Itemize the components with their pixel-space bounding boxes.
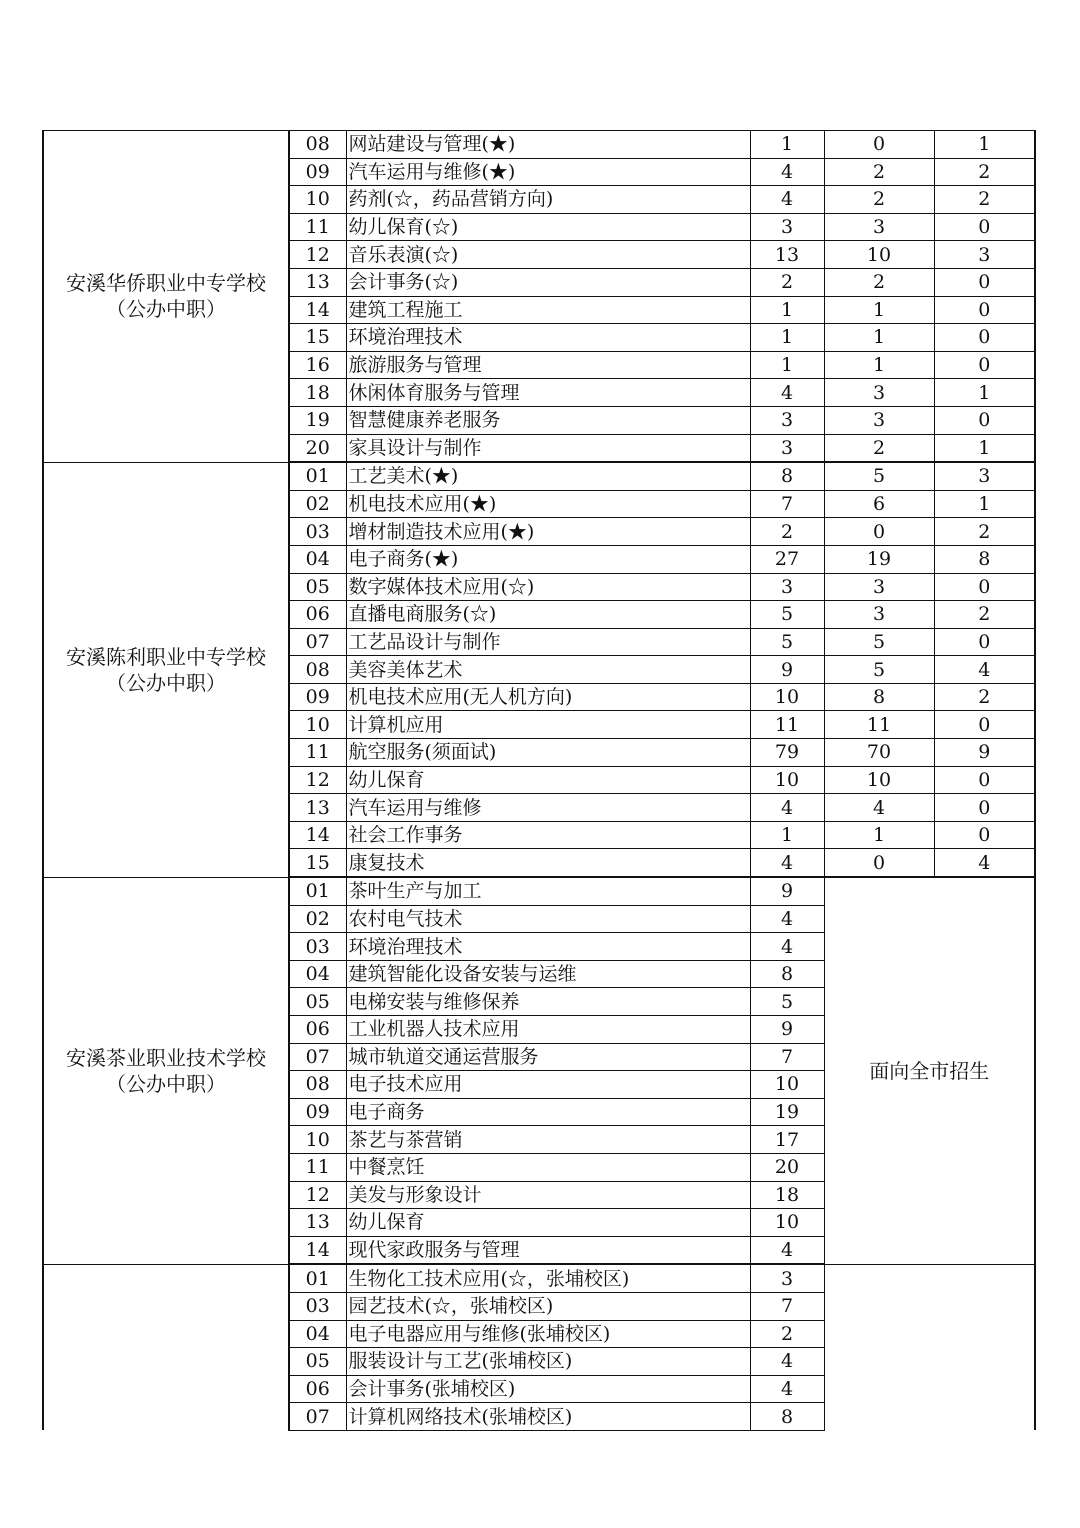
plan-total: 1 [750,131,824,159]
major-code: 01 [289,877,346,905]
plan-total: 3 [750,406,824,434]
plan-count-b: 5 [824,656,934,684]
major-name: 中餐烹饪 [346,1153,750,1181]
major-code: 15 [289,324,346,352]
major-code: 16 [289,351,346,379]
plan-count-c: 8 [934,545,1035,573]
plan-count-c: 0 [934,573,1035,601]
plan-total: 4 [750,933,824,961]
major-name: 美发与形象设计 [346,1181,750,1209]
plan-count-c: 1 [934,434,1035,462]
plan-count-b: 70 [824,739,934,767]
major-code: 11 [289,1153,346,1181]
school-cell [43,131,289,463]
plan-count-b: 4 [824,794,934,822]
major-name: 药剂(☆，药品营销方向) [346,186,750,214]
major-code: 13 [289,268,346,296]
table-row [43,131,1035,159]
plan-count-c: 0 [934,296,1035,324]
major-name: 增材制造技术应用(★) [346,518,750,546]
major-name: 休闲体育服务与管理 [346,379,750,407]
plan-total: 4 [750,186,824,214]
major-name: 农村电气技术 [346,905,750,933]
plan-total: 2 [750,518,824,546]
major-code: 20 [289,434,346,462]
major-code: 03 [289,1292,346,1320]
major-code: 04 [289,960,346,988]
major-name: 汽车运用与维修 [346,794,750,822]
major-name: 会计事务(☆) [346,268,750,296]
plan-count-c: 4 [934,849,1035,877]
major-code: 06 [289,1375,346,1403]
plan-count-c: 2 [934,158,1035,186]
plan-count-b: 10 [824,766,934,794]
plan-count-c: 0 [934,268,1035,296]
major-name: 幼儿保育 [346,766,750,794]
plan-total: 5 [750,988,824,1016]
plan-count-c: 2 [934,186,1035,214]
major-name: 环境治理技术 [346,324,750,352]
major-name: 汽车运用与维修(★) [346,158,750,186]
plan-count-b: 1 [824,351,934,379]
plan-count-c: 0 [934,628,1035,656]
plan-count-c: 1 [934,131,1035,159]
major-name: 数字媒体技术应用(☆) [346,573,750,601]
plan-total: 10 [750,1209,824,1237]
plan-total: 4 [750,1348,824,1376]
plan-count-c: 3 [934,241,1035,269]
plan-count-b: 3 [824,406,934,434]
major-code: 08 [289,656,346,684]
plan-count-b: 19 [824,545,934,573]
major-name: 工业机器人技术应用 [346,1016,750,1044]
plan-count-b: 2 [824,268,934,296]
major-name: 幼儿保育(☆) [346,213,750,241]
major-name: 生物化工技术应用(☆，张埔校区) [346,1264,750,1292]
plan-total: 4 [750,905,824,933]
plan-total: 2 [750,1320,824,1348]
school-name: 安溪陈利职业中专学校 [66,644,266,669]
plan-total: 4 [750,849,824,877]
plan-total: 4 [750,379,824,407]
major-name: 美容美体艺术 [346,656,750,684]
plan-count-c: 0 [934,821,1035,849]
plan-count-b: 3 [824,573,934,601]
major-code: 09 [289,1098,346,1126]
major-name: 幼儿保育 [346,1209,750,1237]
major-name: 社会工作事务 [346,821,750,849]
major-code: 12 [289,766,346,794]
major-name: 电子技术应用 [346,1071,750,1099]
major-code: 08 [289,1071,346,1099]
plan-count-c: 0 [934,711,1035,739]
plan-total: 1 [750,296,824,324]
plan-count-b: 1 [824,296,934,324]
plan-total: 8 [750,462,824,490]
major-code: 04 [289,1320,346,1348]
major-name: 机电技术应用(无人机方向) [346,683,750,711]
major-code: 04 [289,545,346,573]
plan-count-c: 4 [934,656,1035,684]
major-code: 14 [289,821,346,849]
plan-total: 9 [750,1016,824,1044]
major-name: 康复技术 [346,849,750,877]
major-name: 会计事务(张埔校区) [346,1375,750,1403]
major-name: 工艺品设计与制作 [346,628,750,656]
major-code: 10 [289,186,346,214]
major-name: 电梯安装与维修保养 [346,988,750,1016]
plan-count-c: 2 [934,683,1035,711]
major-code: 03 [289,933,346,961]
table-row [43,877,1035,905]
plan-total: 10 [750,683,824,711]
major-code: 09 [289,158,346,186]
plan-count-b: 3 [824,213,934,241]
school-type: （公办中职） [106,670,226,695]
plan-count-b: 2 [824,434,934,462]
plan-total: 1 [750,324,824,352]
plan-count-b: 0 [824,131,934,159]
plan-total: 4 [750,158,824,186]
plan-total: 4 [750,1236,824,1264]
major-code: 12 [289,241,346,269]
plan-total: 8 [750,960,824,988]
plan-total: 7 [750,1043,824,1071]
plan-count-c: 1 [934,379,1035,407]
plan-count-b: 1 [824,821,934,849]
major-name: 旅游服务与管理 [346,351,750,379]
major-code: 13 [289,794,346,822]
major-code: 14 [289,1236,346,1264]
major-code: 11 [289,213,346,241]
plan-total: 5 [750,601,824,629]
plan-total: 79 [750,739,824,767]
plan-total: 17 [750,1126,824,1154]
plan-total: 9 [750,877,824,905]
school-name: 安溪华侨职业中专学校 [66,271,266,296]
major-code: 11 [289,739,346,767]
plan-count-b: 5 [824,628,934,656]
major-name: 园艺技术(☆，张埔校区) [346,1292,750,1320]
major-code: 02 [289,905,346,933]
table-row [43,1264,1035,1292]
major-code: 03 [289,518,346,546]
school-cell [43,462,289,877]
plan-total: 3 [750,573,824,601]
plan-count-c: 9 [934,739,1035,767]
enrollment-table [42,130,1036,1431]
major-code: 05 [289,573,346,601]
major-name: 服装设计与工艺(张埔校区) [346,1348,750,1376]
plan-count-b: 8 [824,683,934,711]
plan-count-c: 0 [934,351,1035,379]
plan-total: 11 [750,711,824,739]
school-type: （公办中职） [106,1071,226,1096]
school-cell [43,1264,289,1430]
plan-count-b: 0 [824,518,934,546]
plan-count-c: 0 [934,766,1035,794]
major-code: 12 [289,1181,346,1209]
major-code: 01 [289,462,346,490]
major-name: 计算机应用 [346,711,750,739]
major-code: 14 [289,296,346,324]
plan-total: 13 [750,241,824,269]
major-code: 05 [289,1348,346,1376]
plan-total: 3 [750,1264,824,1292]
plan-total: 1 [750,821,824,849]
plan-count-b: 5 [824,462,934,490]
major-name: 电子电器应用与维修(张埔校区) [346,1320,750,1348]
plan-total: 20 [750,1153,824,1181]
plan-count-c: 2 [934,601,1035,629]
major-name: 环境治理技术 [346,933,750,961]
major-name: 建筑智能化设备安装与运维 [346,960,750,988]
school-name: 安溪茶业职业技术学校 [66,1045,266,1070]
plan-total: 18 [750,1181,824,1209]
major-code: 07 [289,628,346,656]
major-name: 计算机网络技术(张埔校区) [346,1403,750,1431]
plan-total: 19 [750,1098,824,1126]
plan-total: 10 [750,766,824,794]
plan-total: 3 [750,434,824,462]
plan-total: 4 [750,1375,824,1403]
plan-total: 5 [750,628,824,656]
merged-note [824,1264,1035,1430]
plan-total: 9 [750,656,824,684]
plan-count-b: 3 [824,379,934,407]
table-row [43,462,1035,490]
plan-count-b: 3 [824,601,934,629]
plan-total: 2 [750,268,824,296]
plan-count-c: 0 [934,406,1035,434]
major-name: 茶叶生产与加工 [346,877,750,905]
major-code: 08 [289,131,346,159]
major-code: 09 [289,683,346,711]
major-code: 06 [289,601,346,629]
major-code: 06 [289,1016,346,1044]
major-name: 电子商务(★) [346,545,750,573]
major-name: 现代家政服务与管理 [346,1236,750,1264]
plan-count-b: 11 [824,711,934,739]
plan-total: 7 [750,1292,824,1320]
plan-count-b: 2 [824,186,934,214]
plan-count-b: 1 [824,324,934,352]
plan-count-c: 0 [934,324,1035,352]
plan-count-b: 2 [824,158,934,186]
major-code: 05 [289,988,346,1016]
plan-total: 27 [750,545,824,573]
school-cell [43,877,289,1264]
plan-total: 8 [750,1403,824,1431]
major-code: 10 [289,711,346,739]
plan-count-c: 0 [934,213,1035,241]
plan-total: 3 [750,213,824,241]
major-code: 18 [289,379,346,407]
major-code: 07 [289,1403,346,1431]
major-name: 城市轨道交通运营服务 [346,1043,750,1071]
merged-note: 面向全市招生 [824,877,1035,1264]
major-name: 电子商务 [346,1098,750,1126]
plan-total: 4 [750,794,824,822]
major-code: 01 [289,1264,346,1292]
plan-total: 7 [750,490,824,518]
plan-count-b: 6 [824,490,934,518]
major-name: 网站建设与管理(★) [346,131,750,159]
major-code: 15 [289,849,346,877]
major-name: 智慧健康养老服务 [346,406,750,434]
plan-total: 10 [750,1071,824,1099]
major-name: 建筑工程施工 [346,296,750,324]
major-name: 直播电商服务(☆) [346,601,750,629]
major-code: 07 [289,1043,346,1071]
major-name: 音乐表演(☆) [346,241,750,269]
major-name: 家具设计与制作 [346,434,750,462]
plan-count-b: 0 [824,849,934,877]
plan-count-c: 2 [934,518,1035,546]
school-type: （公办中职） [106,297,226,322]
plan-count-c: 3 [934,462,1035,490]
major-code: 19 [289,406,346,434]
major-code: 02 [289,490,346,518]
major-code: 10 [289,1126,346,1154]
major-name: 航空服务(须面试) [346,739,750,767]
plan-count-b: 10 [824,241,934,269]
major-name: 机电技术应用(★) [346,490,750,518]
plan-count-c: 0 [934,794,1035,822]
major-name: 工艺美术(★) [346,462,750,490]
major-name: 茶艺与茶营销 [346,1126,750,1154]
major-code: 13 [289,1209,346,1237]
plan-count-c: 1 [934,490,1035,518]
plan-total: 1 [750,351,824,379]
